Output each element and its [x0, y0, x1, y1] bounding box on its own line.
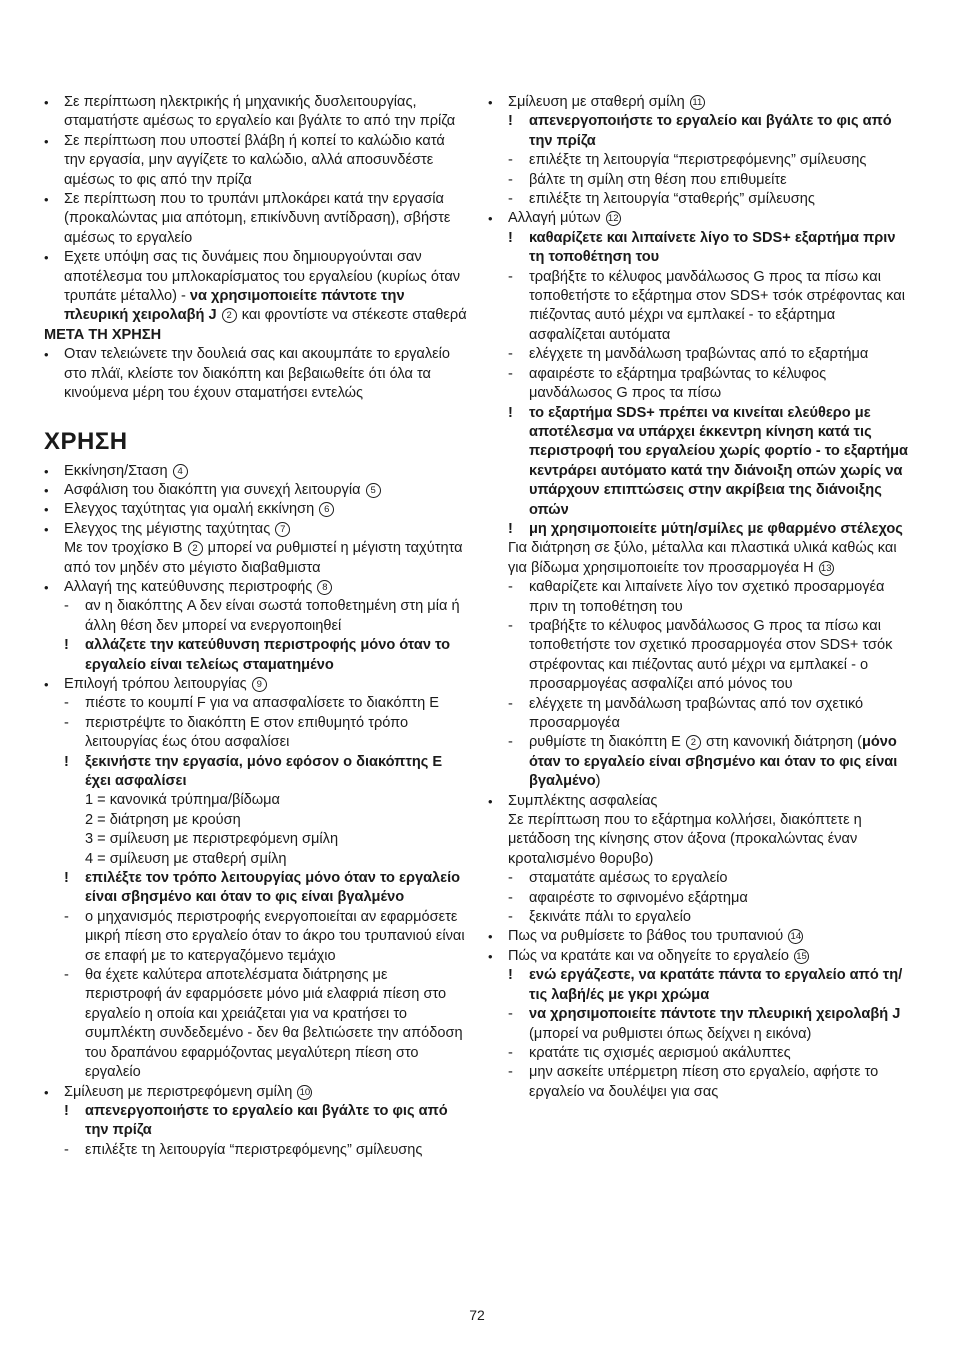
dash-marker: -: [508, 579, 513, 596]
warning-marker: !: [64, 870, 69, 887]
bullet-item: [488, 927, 912, 946]
bullet-item: [44, 190, 468, 248]
text-run: αφαιρέστε το εξάρτημα τραβώντας το κέλυφος μανδάλωσος G προς τα πίσω: [529, 365, 827, 402]
text-run: ο μηχανισμός περιστροφής ενεργοποιείται αν εφαρμόσετε μικρή πίεση στο εργαλείο όταν το άκρο του τρυπανιού είναι σε επαφή με το κατεργαζόμενο τεμάχιο: [85, 908, 465, 964]
dash-item: [488, 733, 912, 791]
dash-item: [488, 1063, 912, 1102]
text-run: Αλλαγή της κατεύθυνσης περιστροφής: [64, 578, 317, 595]
bullet-marker: •: [44, 482, 49, 498]
text-run: τραβήξτε το κέλυφος μανδάλωσος G προς τα πίσω και τοποθετήστε τον σχετικό προσαρμογέα στον SDS+ τσόκ στρέφοντας και πιέζοντας αυτό μέχρι να εμπλακεί - ο προσαρμογέας ασφαλίζει από μόνος του: [529, 617, 893, 693]
text-run: περιστρέψτε το διακόπτη E στον επιθυμητό τρόπο λειτουργίας έως ότου ασφαλίσει: [85, 714, 409, 751]
text-run: Επιλογή τρόπου λειτουργίας: [64, 675, 251, 692]
text-paragraph: [44, 791, 468, 810]
dash-marker: -: [64, 598, 69, 615]
figure-reference-badge: 5: [366, 483, 381, 498]
warning-item: [488, 966, 912, 1005]
text-run: ελέγχετε τη μανδάλωση τραβώντας από το εξαρτήμα: [529, 346, 869, 363]
text-run: θα έχετε καλύτερα αποτελέσματα διάτρησης με περιστροφή άν εφαρμόσετε μόνο μιά ελαφριά πίεση στο εργαλείο η οποία και χρειάζεται για να κρατήσει το συμπλέκτη συνδεδεμένο - δεν θα βελτιώσετε την απόδοση του δραπάνου εφαρμόζοντας μεγαλύτερη πίεση στο εργαλείο: [85, 967, 463, 1081]
bullet-item: [488, 792, 912, 811]
warning-item: [44, 1102, 468, 1141]
dash-item: [488, 889, 912, 908]
bullet-item: [44, 345, 468, 403]
bold-text: αλλάζετε την κατεύθυνση περιστροφής μόνο όταν το εργαλείο είναι τελείως σταματημένο: [85, 637, 451, 673]
warning-item: [488, 404, 912, 520]
bullet-marker: •: [488, 793, 493, 809]
warning-item: [44, 869, 468, 908]
text-run: και φροντίστε να στέκεστε σταθερά: [237, 307, 467, 324]
bullet-item: [44, 578, 468, 597]
bullet-item: [488, 209, 912, 228]
text-run: Ελεγχος της μέγιστης ταχύτητας: [64, 520, 275, 537]
text-run: Εκκίνηση/Σταση: [64, 462, 172, 479]
dash-marker: -: [508, 268, 513, 285]
warning-marker: !: [508, 113, 513, 130]
figure-reference-badge: 11: [690, 95, 705, 110]
bullet-marker: •: [488, 211, 493, 227]
dash-marker: -: [508, 171, 513, 188]
dash-item: [44, 597, 468, 636]
dash-item: [488, 365, 912, 404]
dash-item: [488, 268, 912, 346]
text-run: 2 = διάτρηση με κρούση: [85, 811, 241, 828]
dash-marker: -: [508, 152, 513, 169]
warning-item: [44, 753, 468, 792]
figure-reference-badge: 12: [606, 211, 621, 226]
dash-marker: -: [64, 695, 69, 712]
text-paragraph: [44, 830, 468, 849]
text-run: Σε περίπτωση που υποστεί βλάβη ή κοπεί το καλώδιο κατά την εργασία, μην αγγίζετε το καλώδιο, αλλά αποσυνδέστε αμέσως το φις από την πρίζα: [64, 132, 445, 188]
text-run: στη κανονική διάτρηση (: [701, 734, 862, 751]
bullet-marker: •: [44, 133, 49, 149]
text-run: Πως να ρυθμίσετε το βάθος του τρυπανιού: [508, 928, 788, 945]
text-run: Συμπλέκτης ασφαλείας: [508, 792, 658, 809]
text-run: 3 = σμίλευση με περιστρεφόμενη σμίλη: [85, 831, 339, 848]
dash-item: [488, 617, 912, 695]
text-run: Για διάτρηση σε ξύλο, μέταλλα και πλαστικά υλικά καθώς και για βίδωμα χρησιμοποιείτε τον προσαρμογέα H: [508, 540, 897, 576]
text-run: κρατάτε τις σχισμές αερισμού ακάλυπτες: [529, 1044, 791, 1061]
dash-item: [44, 908, 468, 966]
warning-marker: !: [508, 229, 513, 246]
dash-item: [488, 695, 912, 734]
dash-marker: -: [508, 695, 513, 712]
figure-reference-badge: 7: [275, 522, 290, 537]
text-run: ): [595, 773, 601, 790]
text-run: 1 = κανονικά τρύπημα/βίδωμα: [85, 792, 280, 809]
dash-marker: -: [508, 1064, 513, 1081]
bullet-marker: •: [44, 347, 49, 363]
figure-reference-badge: 13: [819, 561, 834, 576]
dash-item: [488, 190, 912, 209]
right-column: [488, 93, 912, 1102]
bullet-item: [488, 93, 912, 112]
bullet-marker: •: [488, 95, 493, 110]
dash-marker: -: [508, 870, 513, 887]
dash-item: [488, 151, 912, 170]
text-paragraph: [44, 539, 468, 578]
text-run: (μπορεί να ρυθμιστει όπως δείχνει η εικόνα): [529, 1025, 812, 1042]
dash-marker: -: [508, 1044, 513, 1061]
figure-reference-badge: 2: [686, 735, 701, 750]
text-run: Σε περίπτωση που το τρυπάνι μπλοκάρει κατά την εργασία (προκαλώντας μια απότομη, επικίνδυνη αντίδραση), σβήστε αμέσως το εργαλείο: [64, 191, 451, 246]
text-run: Οταν τελειώνετε την δουλειά σας και ακουμπάτε το εργαλείο στο πλάϊ, κλείστε τον διακόπτη και βεβαιωθείτε ότι όλα τα κινούμενα μέρη του έχουν σταματήσει εντελώς: [64, 346, 451, 402]
dash-item: [488, 578, 912, 617]
dash-marker: -: [508, 365, 513, 382]
bold-text: μόνο όταν το εργαλείο είναι σβησμένο και όταν το φις είναι βγαλμένο: [529, 734, 898, 790]
text-run: ελέγχετε τη μανδάλωση τραβώντας από τον σχετικό προσαρμογέα: [529, 695, 864, 731]
dash-item: [488, 908, 912, 927]
bullet-marker: •: [44, 250, 49, 266]
warning-marker: !: [508, 520, 513, 537]
bullet-item: [488, 947, 912, 966]
bullet-marker: •: [44, 463, 49, 479]
text-run: ρυθμίστε τη διακόπτη E: [529, 734, 685, 751]
dash-item: [44, 694, 468, 713]
warning-item: [44, 636, 468, 675]
warning-marker: !: [64, 1102, 69, 1119]
text-paragraph: [44, 811, 468, 830]
text-run: Εχετε υπόψη σας τις δυνάμεις που δημιουργούνται σαν αποτέλεσμα του μπλοκαρίσματος του εργαλείου (κυρίως όταν τρυπάτε μέταλλο) -: [64, 249, 461, 305]
dash-marker: -: [508, 889, 513, 906]
dash-item: [488, 869, 912, 888]
bold-text: απενεργοποιήστε το εργαλείο και βγάλτε το φις από την πρίζα: [529, 113, 892, 149]
bold-text: καθαρίζετε και λιπαίνετε λίγο το SDS+ εξαρτήμα πριν τη τοποθέτηση του: [529, 229, 896, 266]
bullet-item: [44, 1083, 468, 1102]
text-run: Σμίλευση με σταθερή σμίλη: [508, 94, 689, 110]
bullet-marker: •: [488, 929, 493, 945]
bullet-marker: •: [44, 521, 49, 537]
text-run: Σε περίπτωση ηλεκτρικής ή μηχανικής δυσλειτουργίας, σταματήστε αμέσως το εργαλείο και βγάλτε το από την πρίζα: [64, 94, 456, 130]
text-run: [217, 307, 221, 323]
text-paragraph: [488, 811, 912, 869]
figure-reference-badge: 10: [297, 1085, 312, 1100]
section-title: [44, 427, 468, 457]
bullet-marker: •: [44, 192, 49, 208]
text-paragraph: [44, 850, 468, 869]
text-paragraph: [488, 539, 912, 578]
bullet-item: [44, 462, 468, 481]
warning-marker: !: [508, 404, 513, 421]
bold-text: μη χρησιμοποιείτε μύτη/σμίλες με φθαρμένο στέλεχος: [529, 520, 903, 537]
text-run: σταματάτε αμέσως το εργαλείο: [529, 870, 728, 887]
dash-item: [488, 1005, 912, 1044]
bold-text: απενεργοποιήστε το εργαλείο και βγάλτε το φις από την πρίζα: [85, 1102, 448, 1139]
dash-item: [44, 714, 468, 753]
text-run: Πώς να κρατάτε και να οδηγείτε το εργαλείο: [508, 947, 794, 964]
section-heading: [44, 326, 468, 345]
dash-marker: -: [64, 908, 69, 925]
bold-text: ενώ εργάζεστε, να κρατάτε πάντα το εργαλείο από τη/τις λαβή/ές με γκρι χρώμα: [529, 967, 903, 1003]
dash-marker: -: [508, 617, 513, 634]
figure-reference-badge: 2: [222, 308, 237, 323]
text-run: Ασφάλιση του διακόπτη για συνεχή λειτουργία: [64, 481, 365, 498]
text-run: Με τον τροχίσκο B: [64, 540, 187, 557]
text-run: βάλτε τη σμίλη στη θέση που επιθυμείτε: [529, 171, 787, 188]
bullet-item: [44, 248, 468, 326]
dash-marker: -: [508, 734, 513, 751]
text-run: καθαρίζετε και λιπαίνετε λίγο τον σχετικό προσαρμογέα πριν τη τοποθέτηση του: [529, 579, 885, 615]
dash-item: [488, 1044, 912, 1063]
text-run: επιλέξτε τη λειτουργία “περιστρεφόμενης” σμίλευσης: [529, 152, 867, 169]
bullet-marker: •: [44, 502, 49, 518]
text-run: επιλέξτε τη λειτουργία “περιστρεφόμενης” σμίλευσης: [85, 1141, 423, 1158]
dash-item: [44, 1141, 468, 1160]
dash-marker: -: [508, 191, 513, 208]
figure-reference-badge: 8: [317, 580, 332, 595]
warning-item: [488, 520, 912, 539]
warning-marker: !: [64, 637, 69, 654]
text-run: επιλέξτε τη λειτουργία “σταθερής” σμίλευσης: [529, 191, 815, 208]
bullet-item: [44, 675, 468, 694]
text-run: μπορεί να ρυθμιστεί η μέγιστη ταχύτητα από τον μηδέν στο μέγιστο διαβαθμιστα: [64, 540, 463, 576]
figure-reference-badge: 4: [173, 464, 188, 479]
bold-text: να χρησιμοποιείτε πάντοτε την πλευρική χειρολαβή J: [64, 288, 405, 324]
text-run: Αλλαγή μύτων: [508, 210, 605, 227]
bold-text: να χρησιμοποιείτε πάντοτε την πλευρική χειρολαβή J: [529, 1006, 901, 1023]
text-run: Σε περίπτωση που το εξάρτημα κολλήσει, διακόπτετε η μετάδοση της κίνησης στον άξονα (προκαλώντας έναν κροταλισμένο θορυβο): [508, 812, 862, 867]
text-run: αν η διακόπτης A δεν είναι σωστά τοποθετημένη στη μία ή άλλη θέση δεν μπορεί να ενεργοποιηθεί: [85, 598, 460, 634]
dash-item: [488, 345, 912, 364]
text-run: αφαιρέστε το σφινομένο εξάρτημα: [529, 889, 748, 906]
dash-marker: -: [508, 909, 513, 926]
bullet-item: [44, 481, 468, 500]
bold-text: ξεκινήστε την εργασία, μόνο εφόσον ο διακόπτης E έχει ασφαλίσει: [85, 753, 443, 789]
page-number: 72: [469, 1307, 485, 1323]
warning-item: [488, 229, 912, 268]
figure-reference-badge: 6: [319, 502, 334, 517]
bullet-marker: •: [44, 676, 49, 692]
dash-marker: -: [64, 714, 69, 731]
text-run: Σμίλευση με περιστρεφόμενη σμίλη: [64, 1083, 297, 1100]
bullet-item: [44, 520, 468, 539]
figure-reference-badge: 9: [252, 677, 267, 692]
figure-reference-badge: 2: [188, 541, 203, 556]
bullet-marker: •: [44, 1084, 49, 1100]
dash-item: [44, 966, 468, 1082]
text-run: ΜΕΤΑ ΤΗ ΧΡΗΣΗ: [44, 326, 162, 343]
bullet-marker: •: [488, 948, 493, 964]
text-run: μην ασκείτε υπέρμετρη πίεση στο εργαλείο, αφήστε το εργαλείο να δουλέψει για σας: [529, 1064, 879, 1100]
left-column: [44, 93, 468, 1160]
bullet-item: [44, 500, 468, 519]
dash-marker: -: [508, 1006, 513, 1023]
figure-reference-badge: 14: [788, 929, 803, 944]
text-run: πιέστε το κουμπί F για να απασφαλίσετε το διακόπτη E: [85, 695, 439, 712]
text-run: τραβήξτε το κέλυφος μανδάλωσος G προς τα πίσω και τοποθετήστε το εξάρτημα στον SDS+ τσόκ στρέφοντας και πιέζοντας αυτό μέχρι να εμπλακεί - το εξάρτημα ασφαλίζεται αυτόματα: [529, 268, 905, 343]
text-run: 4 = σμίλευση με σταθερή σμίλη: [85, 850, 287, 867]
bullet-marker: •: [44, 579, 49, 595]
text-run: Ελεγχος ταχύτητας για ομαλή εκκίνηση: [64, 501, 319, 518]
bullet-item: [44, 132, 468, 190]
bold-text: το εξαρτήμα SDS+ πρέπει να κινείται ελεύθερο με αποτέλεσμα να υπάρχει έκκεντρη κίνηση κατά τις περιστροφή του εργαλείου χωρίς φορτίο - το εξαρτήμα κεντράρει αυτόματο κατά την διάνοιξη οπών χωρίς να υπάρχουν επιπτώσεις στην ακρίβεια της διάνοιξης οπών: [529, 404, 909, 518]
bullet-marker: •: [44, 95, 49, 110]
dash-item: [488, 171, 912, 190]
dash-marker: -: [64, 967, 69, 984]
bullet-item: [44, 93, 468, 132]
warning-marker: !: [508, 967, 513, 984]
dash-marker: -: [64, 1141, 69, 1158]
warning-item: [488, 112, 912, 151]
bold-text: επιλέξτε τον τρόπο λειτουργίας μόνο όταν το εργαλείο είναι σβησμένο και όταν το φις είναι βγαλμένο: [85, 870, 461, 906]
dash-marker: -: [508, 346, 513, 363]
text-run: ξεκινάτε πάλι το εργαλείο: [529, 909, 691, 926]
figure-reference-badge: 15: [794, 949, 809, 964]
text-run: ΧΡΗΣΗ: [44, 427, 128, 455]
warning-marker: !: [64, 753, 69, 770]
